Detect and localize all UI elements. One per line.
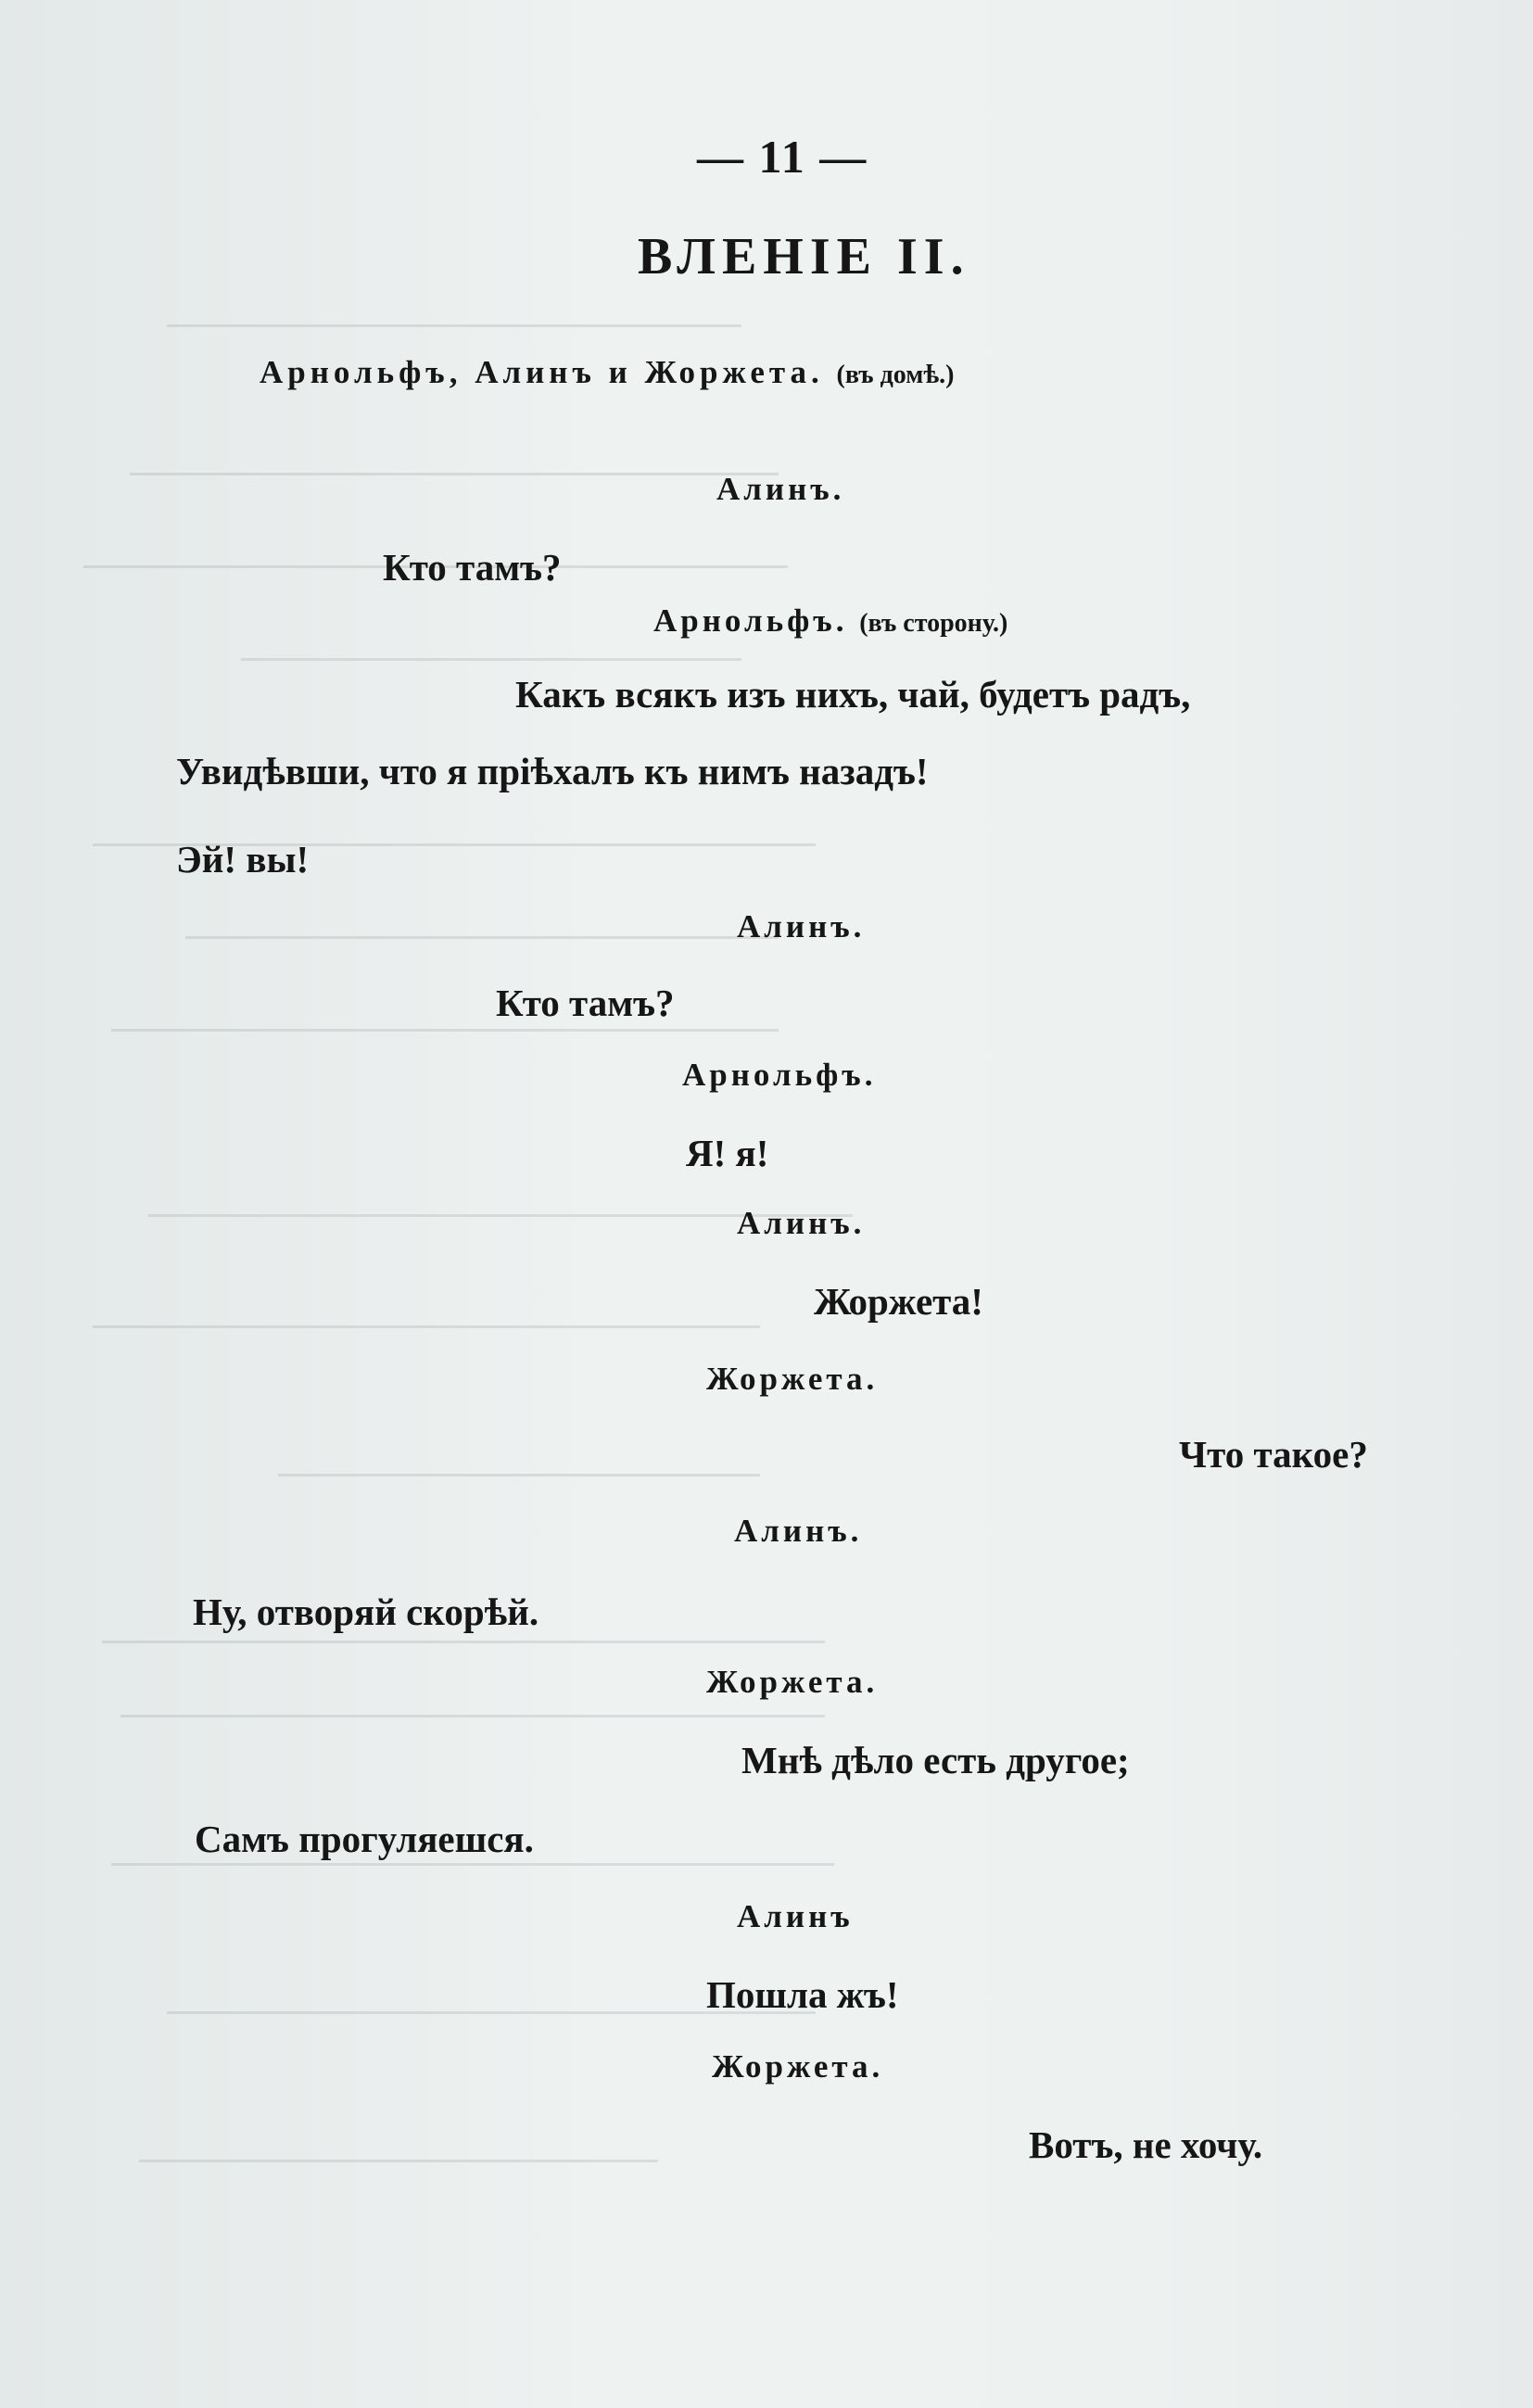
speaker-name: Арнольфъ. xyxy=(653,602,848,639)
stage-direction: (въ сторону.) xyxy=(859,609,1008,638)
speaker-label: Жоржета. xyxy=(706,1361,879,1397)
page-number: — 11 — xyxy=(697,131,868,183)
speaker-label: Жоржета. xyxy=(706,1664,879,1700)
dialogue-line: Что такое? xyxy=(1179,1433,1368,1476)
dialogue-line: Я! я! xyxy=(686,1132,769,1174)
speaker-label: Арнольфъ. xyxy=(682,1057,877,1093)
speaker-label: Алинъ. xyxy=(734,1513,863,1549)
speaker-label: Алинъ xyxy=(737,1898,854,1934)
dialogue-line: Пошла жъ! xyxy=(706,1973,899,2016)
speaker-label: Алинъ. xyxy=(716,471,845,507)
dialogue-line: Мнѣ дѣло есть другое; xyxy=(741,1739,1130,1781)
dialogue-line: Кто тамъ? xyxy=(383,546,562,589)
characters-list: Арнольфъ, Алинъ и Жоржета. xyxy=(260,354,824,390)
dialogue-line: Жоржета! xyxy=(814,1280,983,1323)
characters-line xyxy=(260,354,954,391)
speaker-label: Алинъ. xyxy=(737,908,866,944)
speaker-label: Жоржета. xyxy=(712,2048,884,2085)
dialogue-line: Увидѣвши, что я прiѣхалъ къ нимъ назадъ! xyxy=(176,750,929,792)
dialogue-line: Вотъ, не хочу. xyxy=(1029,2123,1263,2166)
dialogue-line: Кто тамъ? xyxy=(496,982,675,1024)
scene-title: ВЛЕНIЕ II. xyxy=(638,228,970,285)
dialogue-line: Какъ всякъ изъ нихъ, чай, будетъ радъ, xyxy=(515,673,1191,716)
speaker-label: Алинъ. xyxy=(737,1205,866,1241)
dialogue-line: Ну, отворяй скорѣй. xyxy=(193,1591,539,1633)
characters-note: (въ домѣ.) xyxy=(836,361,955,389)
dialogue-line: Эй! вы! xyxy=(176,838,310,881)
speaker-label xyxy=(653,602,1007,640)
dialogue-line: Самъ прогуляешся. xyxy=(195,1818,534,1860)
